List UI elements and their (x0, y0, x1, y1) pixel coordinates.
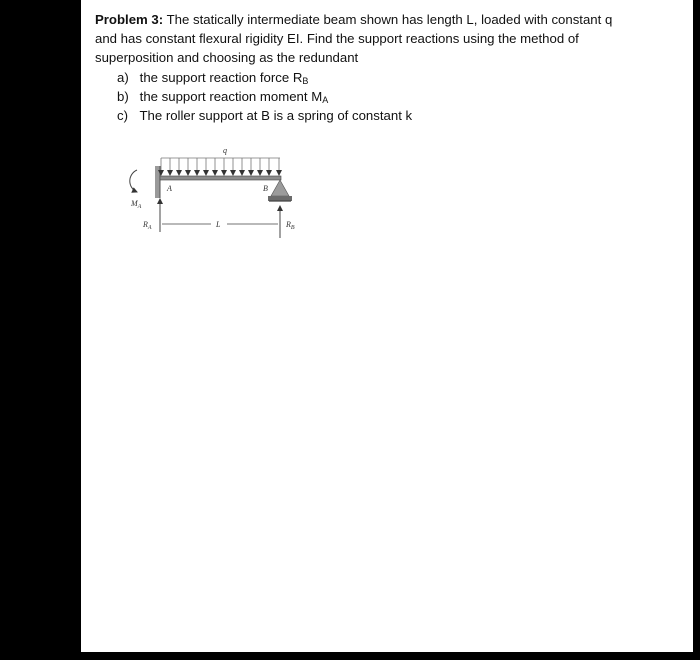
problem-heading: Problem 3: (95, 12, 164, 27)
question-text: the support reaction moment M (139, 88, 323, 104)
question-subscript: B (302, 75, 309, 86)
question-text: The roller support at B is a spring of constant k (139, 108, 413, 124)
problem-body: The statically intermediate beam shown has length L, loaded with constant q and has constant flexural rigidity EI. Find the support reactions using the method of superposition and choosing as the redundant (95, 12, 613, 66)
moment-label: $M_A$ (131, 199, 142, 210)
document-page (81, 0, 693, 652)
beam (160, 176, 281, 180)
moment-arrow-icon (130, 170, 137, 192)
load-label: q (223, 146, 227, 155)
question-text: the support reaction force R (139, 69, 303, 85)
question-label: c) (117, 108, 128, 124)
reaction-b-label: $R_B$ (286, 220, 295, 231)
point-a-label: A (167, 184, 172, 193)
question-subscript: A (322, 94, 329, 105)
distributed-load (161, 158, 280, 175)
reaction-a-label: $R_A$ (143, 220, 152, 231)
length-label: L (216, 220, 221, 229)
support-b (268, 180, 292, 201)
beam-diagram (81, 0, 693, 652)
question-label: a) (117, 69, 129, 85)
question-label: b) (117, 88, 129, 104)
fixed-support-a (155, 166, 160, 198)
point-b-label: B (263, 184, 268, 193)
